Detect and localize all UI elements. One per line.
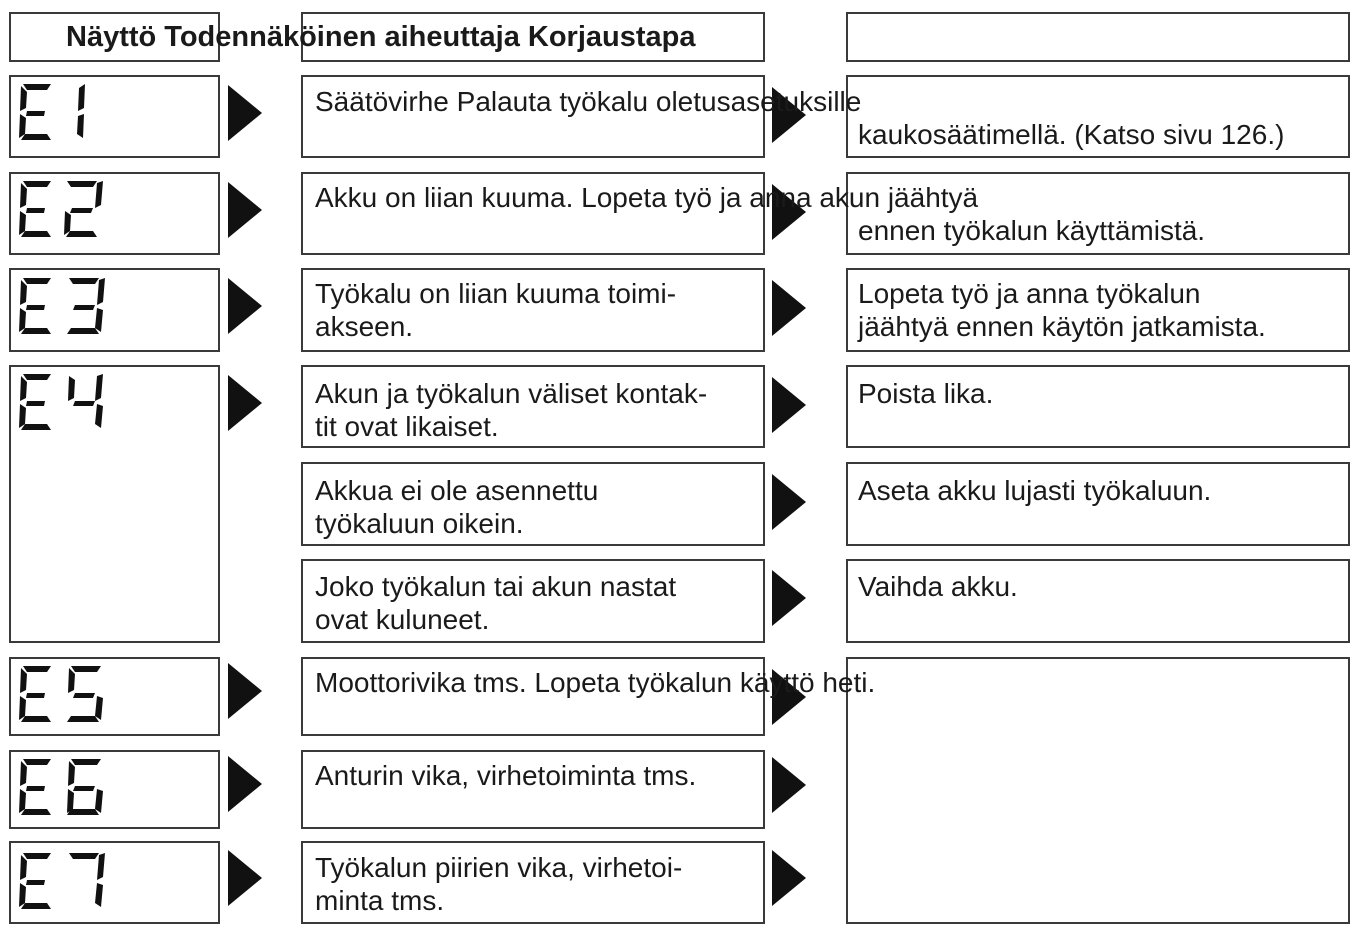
table-header: Näyttö Todennäköinen aiheuttaja Korjaustapa (66, 21, 696, 53)
arrow-right-icon (772, 377, 806, 433)
cause-text-e4b-line2: työkaluun oikein. (315, 508, 524, 539)
arrow-right-icon (228, 663, 262, 719)
header-fix-cell (846, 12, 1350, 62)
arrow-right-icon (772, 850, 806, 906)
arrow-right-icon (228, 756, 262, 812)
cause-text-e4a-line1: Akun ja työkalun väliset kontak- (315, 378, 708, 409)
arrow-right-icon (772, 280, 806, 336)
arrow-right-icon (772, 474, 806, 530)
lcd-e6-icon (17, 757, 107, 817)
cause-text-e5: Moottorivika tms. Lopeta työkalun käyttö heti. (315, 667, 876, 698)
arrow-right-icon (228, 375, 262, 431)
cause-text-e4b-line1: Akkua ei ole asennettu (315, 475, 599, 506)
lcd-e4-icon (17, 372, 107, 432)
fix-text-e1: kaukosäätimellä. (Katso sivu 126.) (858, 119, 1285, 150)
arrow-right-icon (228, 278, 262, 334)
fix-text-e4b: Aseta akku lujasti työkaluun. (858, 475, 1212, 506)
fix-cell-e5-e7 (846, 657, 1350, 924)
arrow-right-icon (772, 570, 806, 626)
lcd-e1-icon (17, 82, 107, 142)
cause-text-e2: Akku on liian kuuma. Lopeta työ ja anna akun jäähtyä (315, 182, 979, 213)
cause-text-e7-line2: minta tms. (315, 885, 445, 916)
cause-text-e7-line1: Työkalun piirien vika, virhetoi- (315, 852, 683, 883)
cause-text-e6: Anturin vika, virhetoiminta tms. (315, 760, 697, 791)
lcd-e5-icon (17, 664, 107, 724)
arrow-right-icon (228, 850, 262, 906)
fix-text-e4c: Vaihda akku. (858, 571, 1018, 602)
cause-text-e4c-line1: Joko työkalun tai akun nastat (315, 571, 677, 602)
cause-text-e1: Säätövirhe Palauta työkalu oletusasetuksille (315, 86, 862, 117)
lcd-e7-icon (17, 851, 107, 911)
fix-text-e3-line1: Lopeta työ ja anna työkalun (858, 278, 1201, 309)
fix-text-e2: ennen työkalun käyttämistä. (858, 215, 1206, 246)
lcd-e3-icon (17, 276, 107, 336)
arrow-right-icon (772, 757, 806, 813)
arrow-right-icon (228, 85, 262, 141)
arrow-right-icon (228, 182, 262, 238)
fix-text-e3-line2: jäähtyä ennen käytön jatkamista. (858, 311, 1266, 342)
cause-text-e3-line1: Työkalu on liian kuuma toimi- (315, 278, 677, 309)
cause-text-e3-line2: akseen. (315, 311, 414, 342)
cause-text-e4a-line2: tit ovat likaiset. (315, 411, 499, 442)
fix-text-e4a: Poista lika. (858, 378, 994, 409)
cause-text-e4c-line2: ovat kuluneet. (315, 604, 490, 635)
lcd-e2-icon (17, 179, 107, 239)
